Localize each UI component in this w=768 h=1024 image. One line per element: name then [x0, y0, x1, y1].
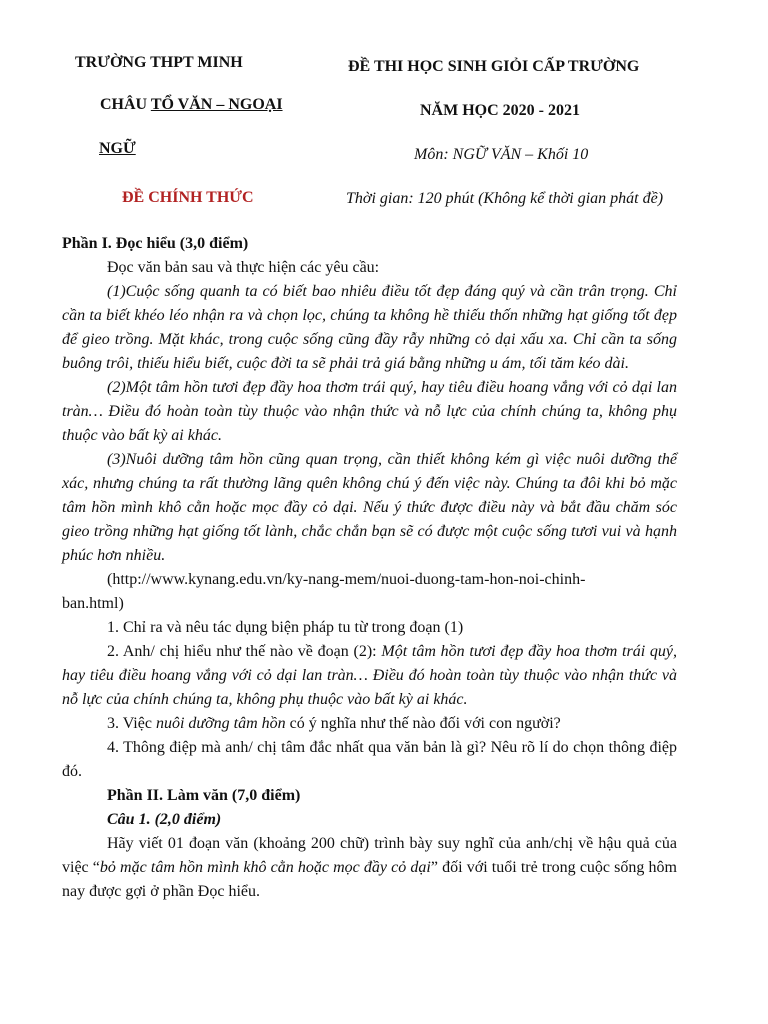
passage-paragraph-3: (3)Nuôi dưỡng tâm hồn cũng quan trọng, cần thiết không kém gì việc nuôi dưỡng thể xác, nhưng chúng ta rất thường lãng quên không chú ý đến việc này. Chúng ta đôi khi bỏ mặc tâm hồn mình khô cằn hoặc mọc đầy cỏ dại. Nếu ý thức được điều này và bắt đầu chăm sóc gieo trồng những hạt giống tốt lành, chắc chắn bạn sẽ có được một cuộc sống tươi vui và hạnh phúc hơn nhiều.: [62, 451, 677, 564]
source-url-line2: ban.html): [62, 595, 124, 612]
question-c1-quote: bỏ mặc tâm hồn mình khô cằn hoặc mọc đầy cỏ dại: [99, 859, 431, 876]
department-name: TỔ VĂN – NGOẠI: [150, 96, 283, 113]
official-label: ĐỀ CHÍNH THỨC: [122, 189, 254, 206]
question-1: 1. Chỉ ra và nêu tác dụng biện pháp tu từ trong đoạn (1): [107, 619, 464, 636]
question-3: [62, 712, 677, 736]
question-c1-suffix: ” đối với tuổi trẻ trong cuộc sống hôm nay được gợi ở phần Đọc hiểu.: [62, 859, 678, 900]
school-name-line2: [100, 96, 283, 114]
question-4: 4. Thông điệp mà anh/ chị tâm đắc nhất qua văn bản là gì? Nêu rõ lí do chọn thông điệp đó.: [62, 739, 677, 780]
question-3-suffix: có ý nghĩa như thế nào đối với con người?: [285, 715, 561, 732]
question-c1-prefix: Hãy viết 01 đoạn văn (khoảng 200 chữ) trình bày suy nghĩ của anh/chị về hậu quả của việc “: [62, 835, 677, 876]
school-name-part: CHÂU: [100, 96, 151, 113]
source-url-line1: (http://www.kynang.edu.vn/ky-nang-mem/nuoi-duong-tam-hon-noi-chinh-: [107, 571, 586, 588]
subject-line: Môn: NGỮ VĂN – Khối 10: [414, 146, 589, 163]
question-3-italic: nuôi dưỡng tâm hồn: [155, 715, 286, 732]
question-2-prefix: 2. Anh/ chị hiểu như thế nào về đoạn (2):: [107, 643, 382, 660]
department-name-cont: NGỮ: [99, 140, 136, 157]
exam-content: [62, 232, 677, 904]
question-c1-heading: Câu 1. (2,0 điểm): [107, 811, 222, 828]
question-2-quote: Một tâm hồn tươi đẹp đầy hoa thơm trái quý, hay tiêu điều hoang vắng với cỏ dại lan tràn… Điều đó hoàn toàn tùy thuộc vào nhận thức và nỗ lực của chính chúng ta, không phụ thuộc vào bất kỳ ai khác.: [62, 643, 678, 708]
part1-heading: Phần I. Đọc hiểu (3,0 điểm): [62, 235, 249, 252]
part1-intro: Đọc văn bản sau và thực hiện các yêu cầu:: [107, 259, 380, 276]
question-3-prefix: 3. Việc: [107, 715, 156, 732]
question-2: [62, 640, 677, 712]
school-name-line1: TRƯỜNG THPT MINH: [75, 54, 243, 71]
passage-paragraph-1: (1)Cuộc sống quanh ta có biết bao nhiêu điều tốt đẹp đáng quý và cần trân trọng. Chỉ cần ta biết khéo léo nhận ra và chọn lọc, chúng ta không hề thiếu thốn những hạt giống tốt đẹp để gieo trồng. Mặt khác, trong cuộc sống cũng đầy rẫy những cỏ dại xấu xa. Chỉ cần ta sống buông trôi, thiếu hiểu biết, cuộc đời ta sẽ phải trả giá bằng những u ám, tối tăm kéo dài.: [62, 283, 677, 372]
school-year: NĂM HỌC 2020 - 2021: [420, 102, 580, 119]
exam-title: ĐỀ THI HỌC SINH GIỎI CẤP TRƯỜNG: [348, 58, 640, 75]
passage-paragraph-2: (2)Một tâm hồn tươi đẹp đầy hoa thơm trái quý, hay tiêu điều hoang vắng với cỏ dại lan tràn… Điều đó hoàn toàn tùy thuộc vào nhận thức và nỗ lực của chính chúng ta, không phụ thuộc vào bất kỳ ai khác.: [62, 379, 677, 444]
time-line: Thời gian: 120 phút (Không kể thời gian phát đề): [346, 190, 664, 207]
part2-heading: Phần II. Làm văn (7,0 điểm): [107, 787, 301, 804]
question-c1: [62, 832, 677, 904]
